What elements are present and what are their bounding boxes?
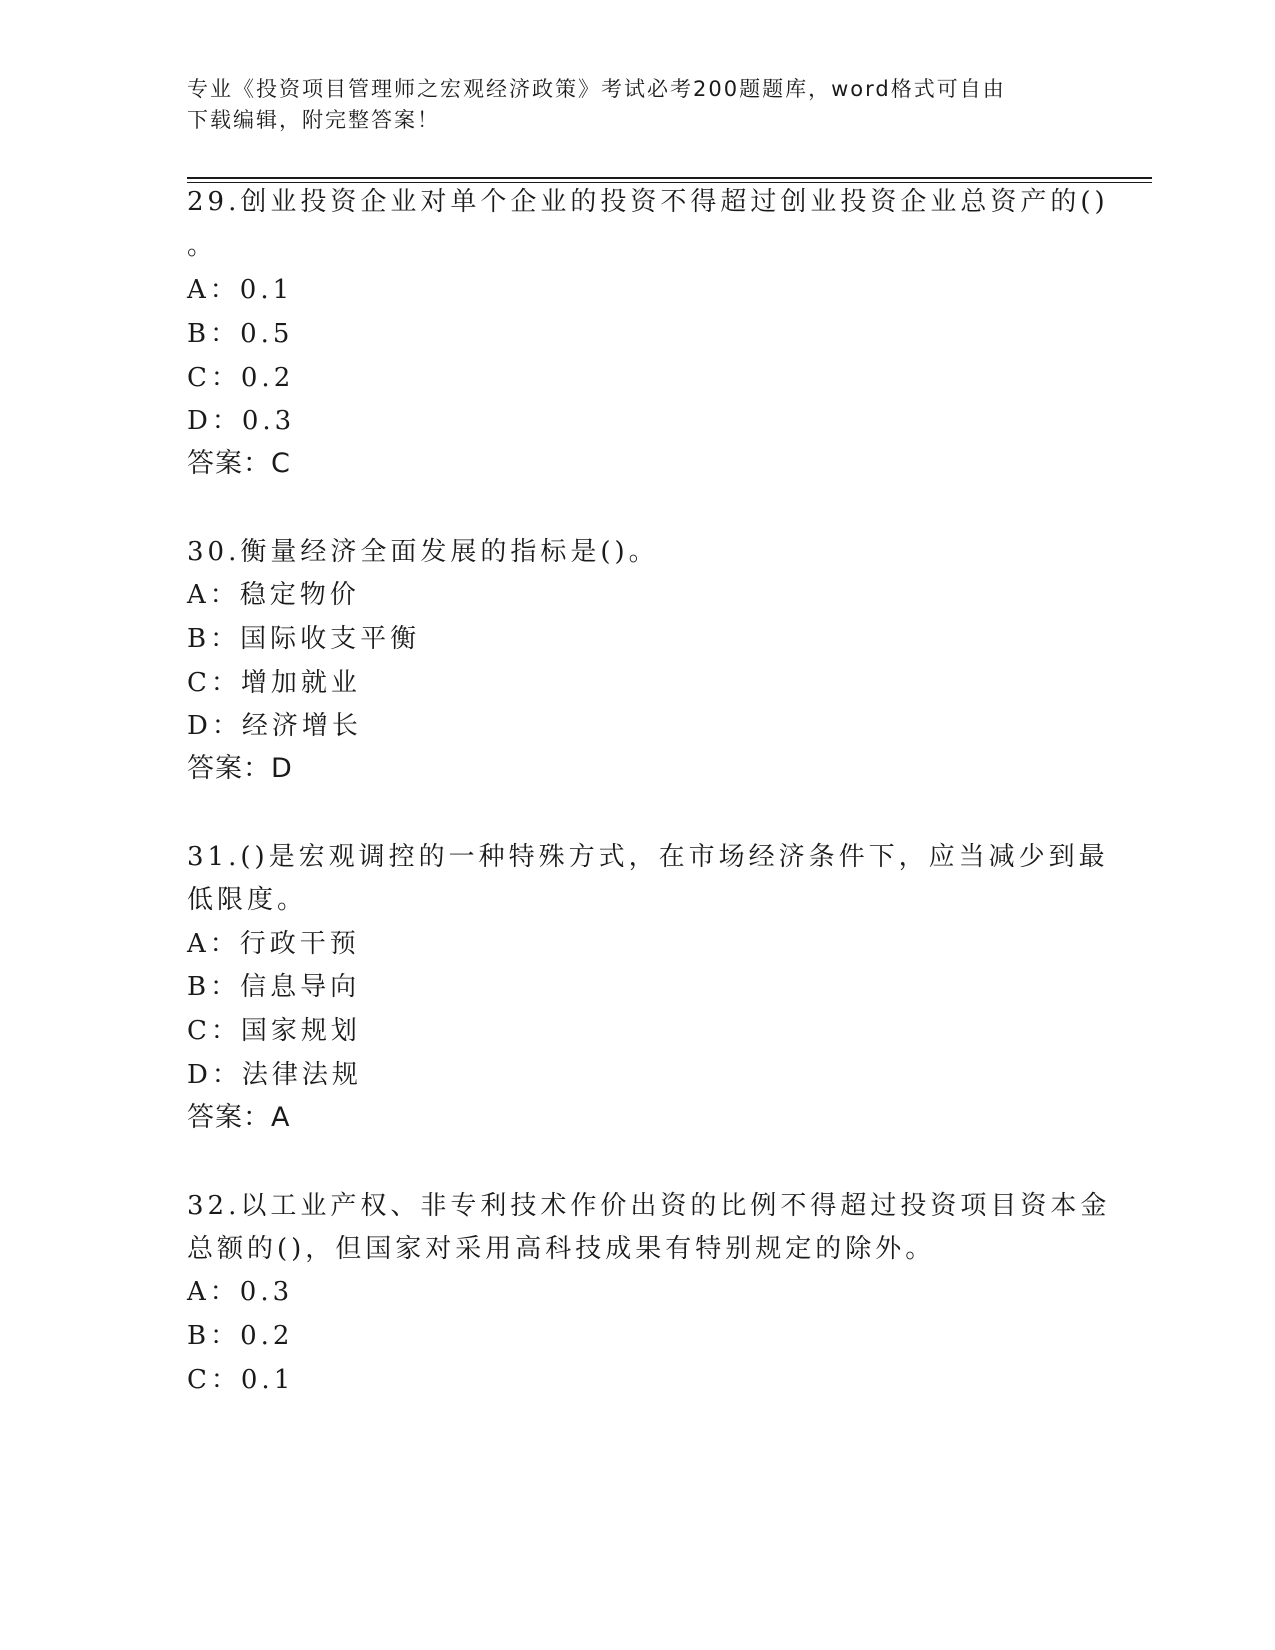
header-line-2: 下载编辑，附完整答案！: [187, 108, 440, 132]
question-31-option-a: A：行政干预: [187, 929, 360, 959]
question-30-option-d: D：经济增长: [187, 711, 362, 741]
question-32-stem-line-2: 总额的()，但国家对采用高科技成果有特别规定的除外。: [187, 1234, 936, 1264]
question-29-stem-line-2: 。: [187, 231, 218, 261]
question-30-stem-line-1: 30.衡量经济全面发展的指标是()。: [187, 537, 659, 567]
question-29-stem-line-1: 29.创业投资企业对单个企业的投资不得超过创业投资企业总资产的(): [187, 187, 1109, 217]
header-line-1: 专业《投资项目管理师之宏观经济政策》考试必考200题题库，word格式可自由: [187, 77, 1006, 101]
question-29-option-b: B：0.5: [187, 319, 294, 349]
question-31-stem-line-1: 31.()是宏观调控的一种特殊方式，在市场经济条件下，应当减少到最: [187, 842, 1109, 872]
question-32-option-c: C：0.1: [187, 1365, 295, 1395]
document-header: [187, 74, 1067, 136]
question-31-option-b: B：信息导向: [187, 972, 361, 1002]
question-31-option-c: C：国家规划: [187, 1016, 361, 1046]
question-30-answer: 答案：D: [187, 753, 293, 784]
question-29-option-d: D：0.3: [187, 406, 296, 436]
question-31-option-d: D：法律法规: [187, 1060, 362, 1090]
question-30-option-a: A：稳定物价: [187, 580, 360, 610]
question-31-answer: 答案：A: [187, 1102, 291, 1133]
question-29-answer: 答案：C: [187, 448, 291, 479]
question-32-stem-line-1: 32.以工业产权、非专利技术作价出资的比例不得超过投资项目资本金: [187, 1191, 1111, 1221]
question-29-option-a: A：0.1: [187, 275, 294, 305]
header-divider-thin: [187, 182, 1152, 183]
question-30-option-b: B：国际收支平衡: [187, 624, 421, 654]
question-32-option-b: B：0.2: [187, 1321, 294, 1351]
question-31-stem-line-2: 低限度。: [187, 885, 308, 915]
question-29-option-c: C：0.2: [187, 363, 295, 393]
question-30-option-c: C：增加就业: [187, 668, 361, 698]
header-divider-thick: [187, 177, 1152, 179]
question-32-option-a: A：0.3: [187, 1277, 294, 1307]
